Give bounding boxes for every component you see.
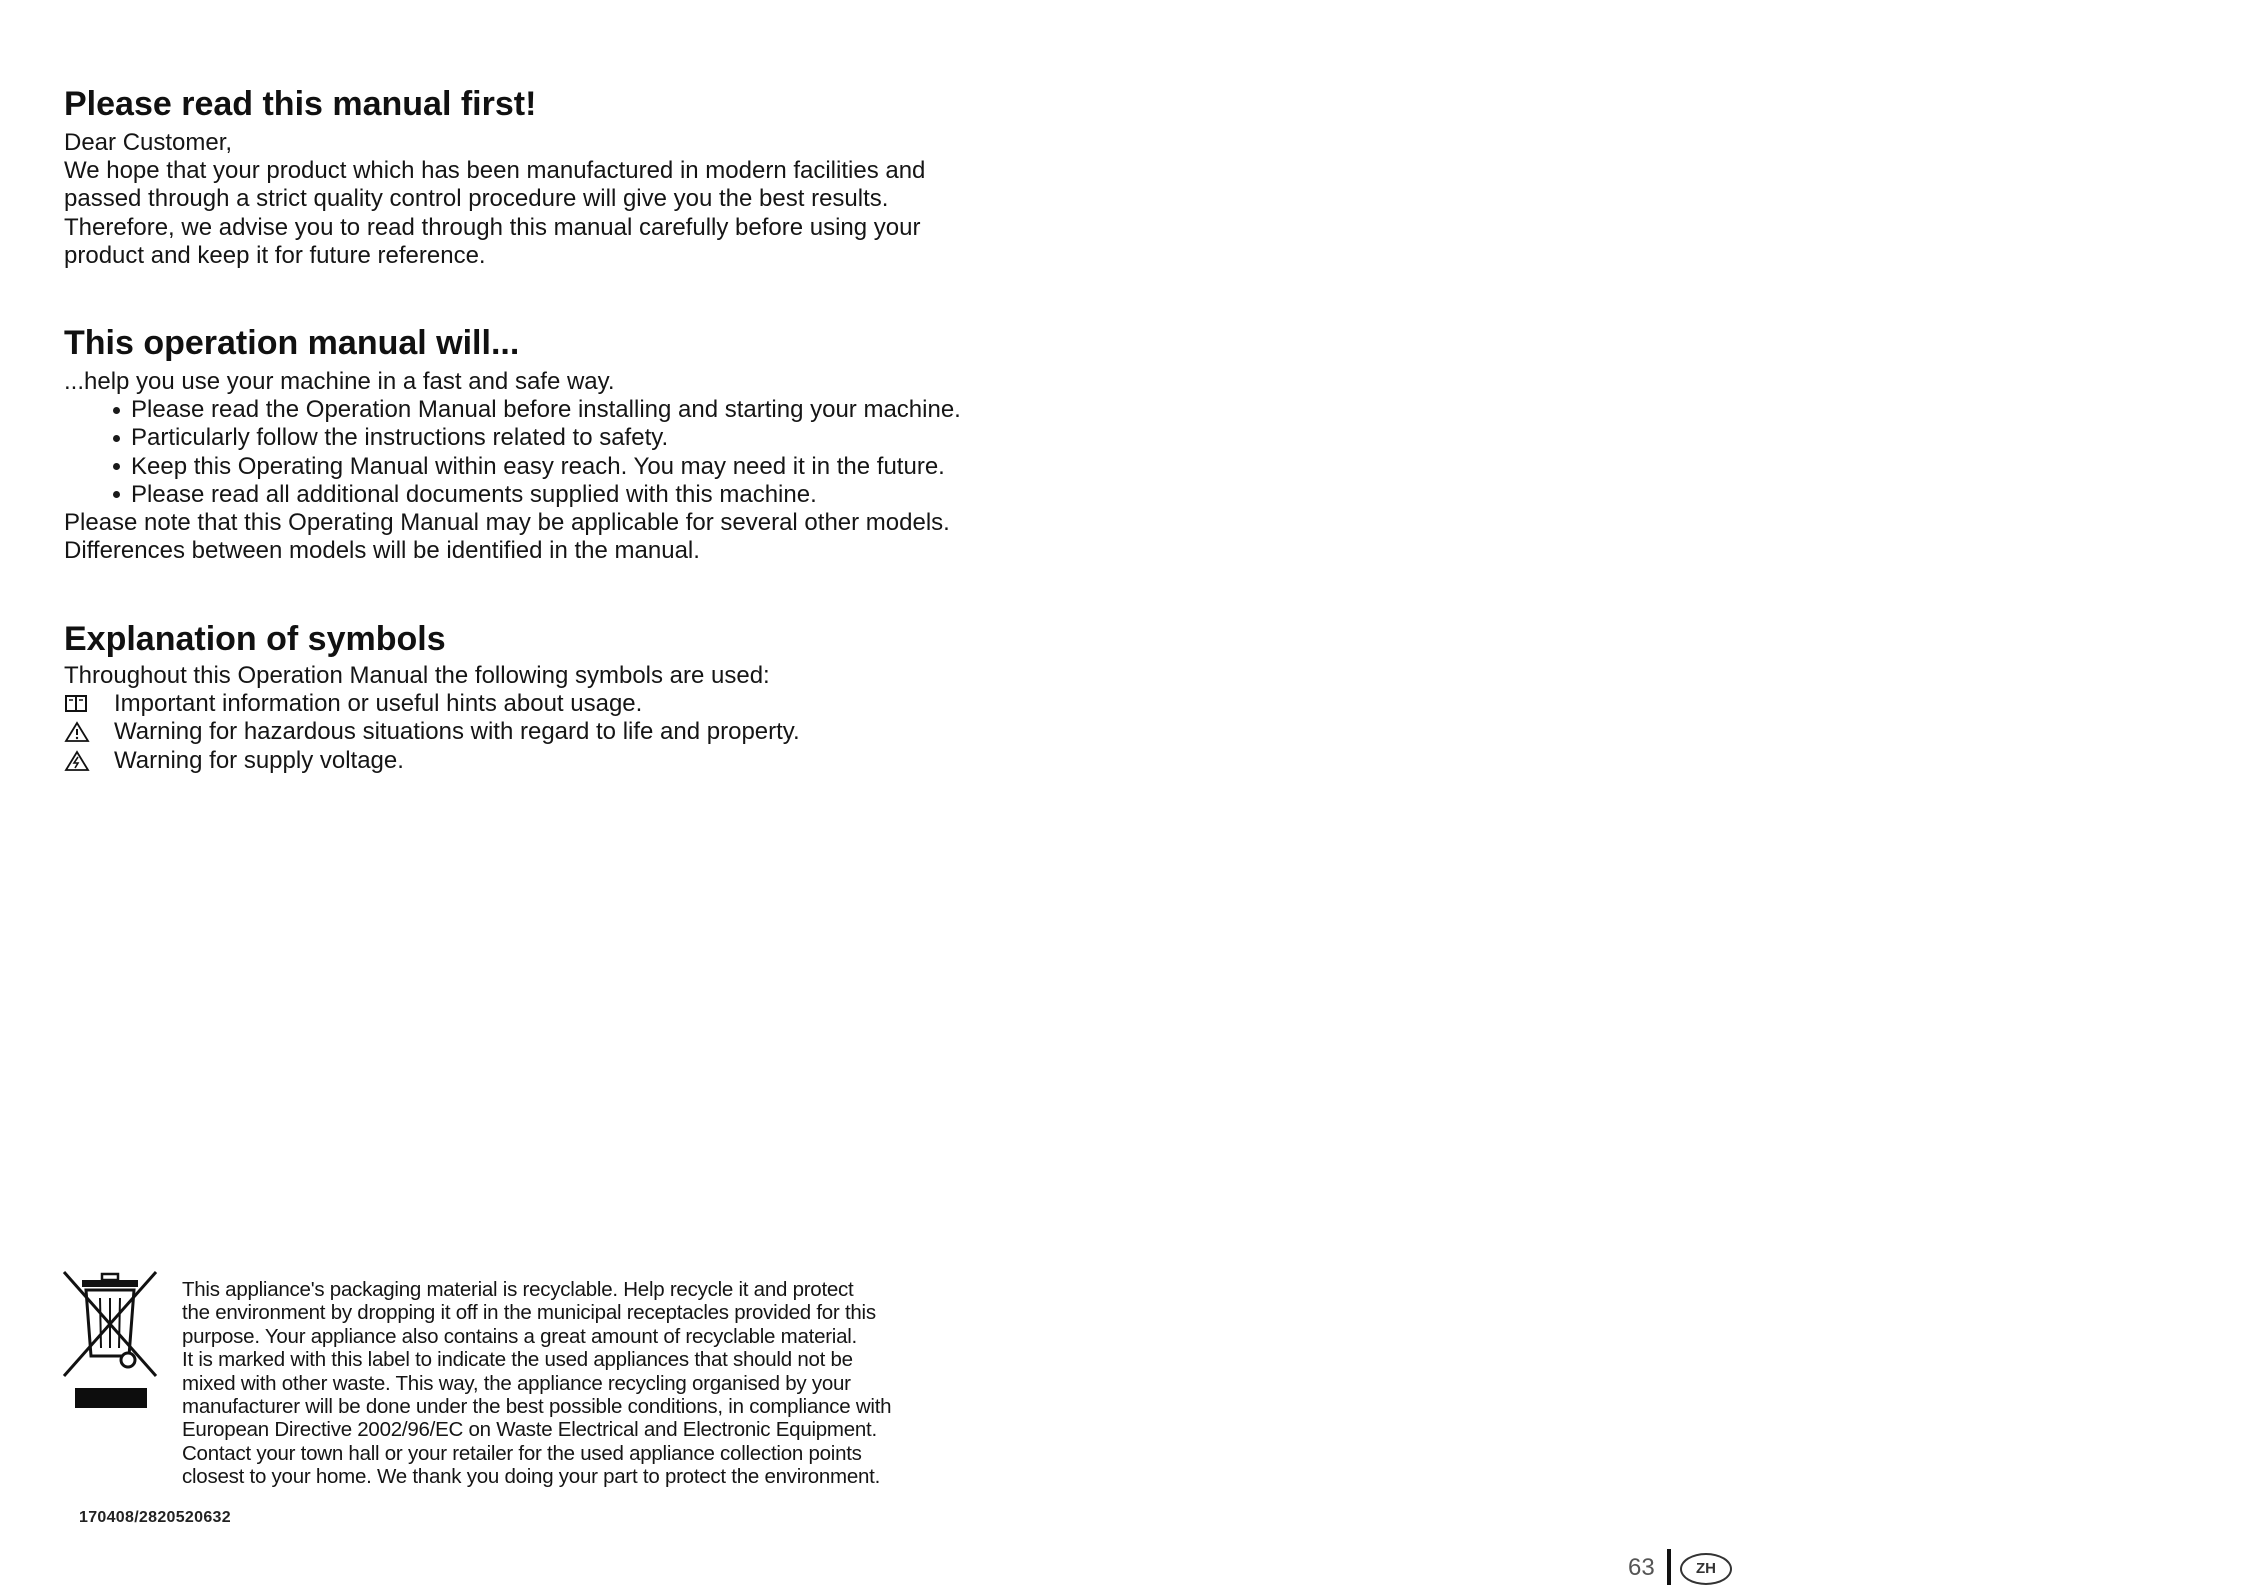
manual-bullet-item	[113, 396, 961, 424]
manual-bullet-item	[113, 424, 961, 452]
manual-body	[64, 368, 961, 565]
recycling-line: European Directive 2002/96/EC on Waste Electrical and Electronic Equipment.	[182, 1418, 877, 1442]
symbols-body	[64, 662, 800, 775]
manual-note-line: Differences between models will be identified in the manual.	[64, 537, 700, 565]
intro-body	[64, 129, 925, 270]
manual-note-line: Please note that this Operating Manual may be applicable for several other models.	[64, 508, 950, 536]
intro-paragraph-line: Therefore, we advise you to read through this manual carefully before using your	[64, 213, 921, 241]
manual-heading: This operation manual will...	[64, 324, 520, 362]
recycling-line: Contact your town hall or your retailer for the used appliance collection points	[182, 1441, 862, 1465]
language-badge: ZH	[1680, 1553, 1732, 1585]
electric-warning-icon	[64, 750, 90, 772]
recycling-label-bar	[75, 1388, 147, 1408]
recycling-line: closest to your home. We thank you doing your part to protect the environment.	[182, 1465, 881, 1489]
symbol-text: Warning for hazardous situations with regard to life and property.	[114, 718, 800, 746]
manual-bullet-text: Please read all additional documents supplied with this machine.	[131, 480, 817, 508]
manual-bullet-text: Keep this Operating Manual within easy reach. You may need it in the future.	[131, 452, 945, 480]
warning-triangle-icon	[64, 721, 90, 743]
intro-paragraph-line: We hope that your product which has been manufactured in modern facilities and	[64, 157, 926, 185]
manual-bullet-item	[113, 453, 961, 481]
bullet-icon	[113, 407, 120, 414]
bullet-icon	[113, 491, 120, 498]
recycling-line: manufacturer will be done under the best possible conditions, in compliance with	[182, 1394, 892, 1418]
bullet-icon	[113, 435, 120, 442]
symbol-text: Warning for supply voltage.	[114, 746, 404, 774]
symbol-item	[64, 747, 800, 775]
manual-bullet-item	[113, 481, 961, 509]
crossed-out-wheelie-bin-icon	[62, 1268, 158, 1380]
page-number: 63	[1628, 1554, 1655, 1581]
recycling-line: purpose. Your appliance also contains a great amount of recyclable material.	[182, 1324, 858, 1348]
recycling-line: It is marked with this label to indicate the used appliances that should not be	[182, 1348, 853, 1372]
manual-bullet-text: Please read the Operation Manual before installing and starting your machine.	[131, 396, 961, 424]
manual-lead: ...help you use your machine in a fast and safe way.	[64, 368, 615, 395]
intro-greeting: Dear Customer,	[64, 129, 233, 156]
intro-paragraph-line: product and keep it for future reference.	[64, 241, 486, 269]
recycling-notice	[182, 1278, 891, 1489]
intro-paragraph-line: passed through a strict quality control procedure will give you the best results.	[64, 185, 889, 213]
recycling-line: This appliance's packaging material is recyclable. Help recycle it and protect	[182, 1278, 854, 1301]
page-number-separator	[1667, 1549, 1671, 1585]
symbols-heading: Explanation of symbols	[64, 620, 446, 658]
intro-heading: Please read this manual first!	[64, 85, 537, 123]
recycling-line: mixed with other waste. This way, the appliance recycling organised by your	[182, 1371, 851, 1395]
recycling-line: the environment by dropping it off in the municipal receptacles provided for this	[182, 1301, 876, 1325]
info-book-icon	[64, 693, 90, 715]
bullet-icon	[113, 463, 120, 470]
symbol-text: Important information or useful hints about usage.	[114, 690, 643, 718]
document-code: 170408/2820520632	[79, 1509, 231, 1526]
manual-bullet-text: Particularly follow the instructions related to safety.	[131, 424, 669, 452]
symbols-lead: Throughout this Operation Manual the following symbols are used:	[64, 662, 770, 689]
symbol-item	[64, 718, 800, 746]
symbol-item	[64, 690, 800, 718]
